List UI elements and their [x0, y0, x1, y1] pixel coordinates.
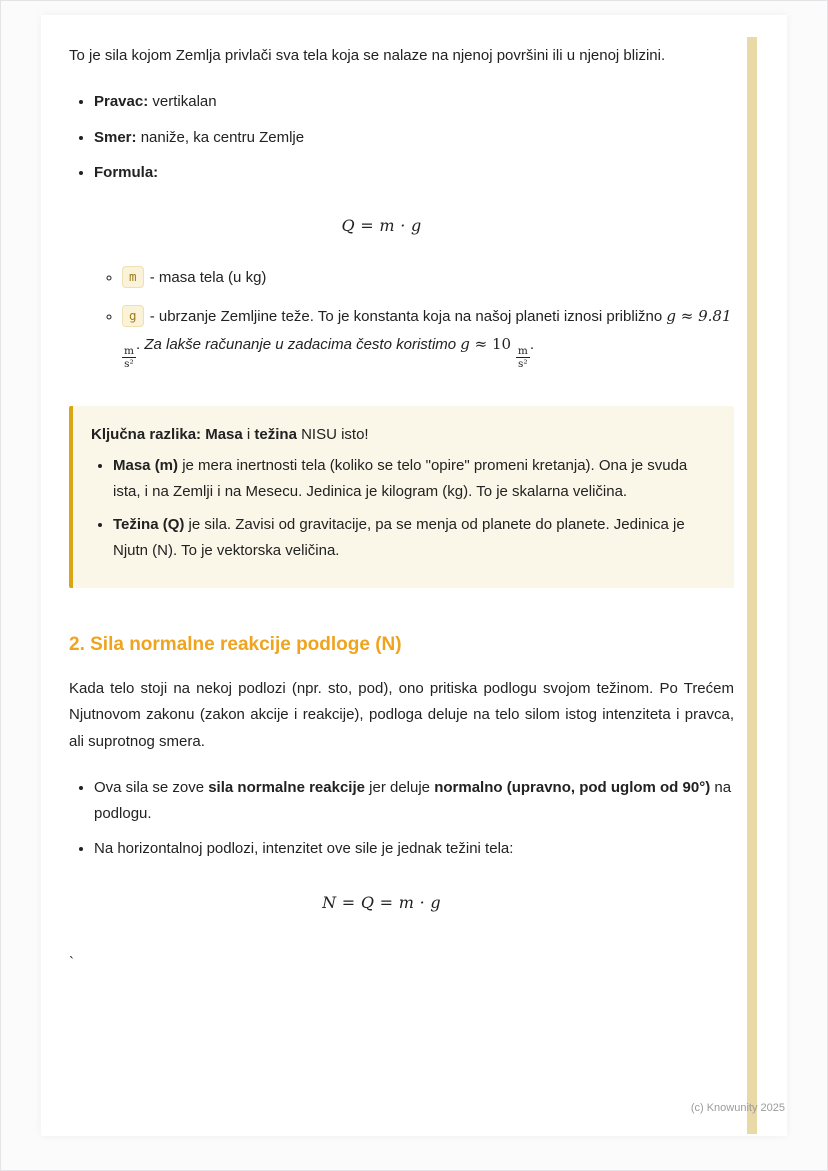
bold-text: Pravac:: [94, 93, 149, 111]
list-item-formula: [94, 160, 734, 186]
section-paragraph: Kada telo stoji na nekoj podlozi (npr. sto, pod), ono pritiska podlogu svojom težinom. Po Trećem Njutnovom zakonu (zakon akcije i reakcije), podloga deluje na telo silom istog intenziteta i pravca, ali suprotnog smera.: [69, 680, 734, 750]
inline-math: g ≈ 9.81: [666, 307, 732, 326]
key-difference-callout: [69, 406, 734, 588]
list-item-pravac: [94, 89, 734, 115]
code-badge-g: g: [122, 305, 144, 327]
fraction-denominator: s²: [518, 357, 528, 370]
bold-text: Masa (m): [113, 456, 179, 474]
text-run: Ova sila se zove: [94, 778, 209, 796]
inline-math: g ≈: [460, 334, 493, 353]
bold-text: Formula:: [94, 163, 159, 181]
text-run: je sila. Zavisi od gravitacije, pa se menja od planete do planete. Jedinica je Njutn (N). To je vektorska veličina.: [113, 516, 685, 560]
list-item-smer: [94, 125, 734, 151]
callout-title: [91, 422, 712, 448]
bold-text: normalno (upravno, pod uglom od 90°): [434, 778, 711, 796]
text-run: NISU isto!: [296, 425, 369, 443]
text-run: - masa tela (u kg): [145, 269, 267, 286]
bold-text: Težina (Q): [113, 516, 185, 534]
text-run: Na horizontalnoj podlozi, intenzitet ove sile je jednak težini tela:: [94, 840, 514, 858]
copyright-footer: (c) Knowunity 2025: [690, 1102, 785, 1114]
fraction-denominator: s²: [124, 357, 134, 370]
page-accent-stripe: [747, 37, 757, 1134]
text-run: jer deluje: [364, 778, 435, 796]
fraction-m-per-s2: [516, 345, 530, 370]
bold-text: težina: [254, 425, 297, 443]
document-content: [41, 15, 787, 971]
fraction-m-per-s2: [122, 345, 136, 370]
normal-force-formula: N = Q = m · g: [322, 892, 441, 912]
text-run: .: [529, 335, 535, 353]
list-item-mass: [122, 265, 734, 291]
bold-text: sila normalne reakcije: [208, 778, 365, 796]
code-badge-m: m: [122, 266, 144, 288]
inline-math: 10: [492, 334, 516, 353]
fraction-numerator: m: [124, 344, 134, 357]
callout-list: [91, 453, 712, 564]
text-run: je mera inertnosti tela (koliko se telo "opire" promeni kretanja). Ona je svuda ista, i na Zemlji i na Mesecu. Jedinica je kilogram (kg). To je skalarna veličina.: [113, 456, 688, 500]
properties-list: [69, 89, 734, 186]
text-run: na podlogu.: [94, 778, 732, 823]
text-run: naniže, ka centru Zemlje: [136, 128, 305, 146]
text-run: i: [242, 425, 255, 443]
section-heading: 2. Sila normalne reakcije podloge (N): [69, 634, 402, 656]
weight-formula: Q = m · g: [341, 216, 422, 235]
formula-symbols-list: [69, 265, 734, 370]
italic-text: Za lakše računanje u zadacima često koristimo: [144, 335, 461, 353]
normal-force-list: [69, 775, 734, 863]
text-run: .: [135, 335, 145, 353]
bold-text: Ključna razlika: Masa: [91, 425, 243, 443]
list-item-normal-force: [94, 775, 734, 828]
intro-paragraph: To je sila kojom Zemlja privlači sva tela koja se nalaze na njenoj površini ili u njenoj blizini.: [69, 47, 666, 64]
list-item-masa: [113, 453, 712, 505]
document-page: [41, 15, 787, 1136]
bold-text: Smer:: [94, 128, 137, 146]
text-run: - ubrzanje Zemljine teže. To je konstanta koja na našoj planeti iznosi približno: [145, 308, 667, 326]
text-run: vertikalan: [148, 93, 217, 111]
list-item-horizontal: [94, 836, 734, 862]
fraction-numerator: m: [517, 344, 528, 357]
stray-backtick: `: [69, 953, 74, 971]
list-item-tezina: [113, 512, 712, 564]
list-item-gravity: [122, 303, 734, 369]
